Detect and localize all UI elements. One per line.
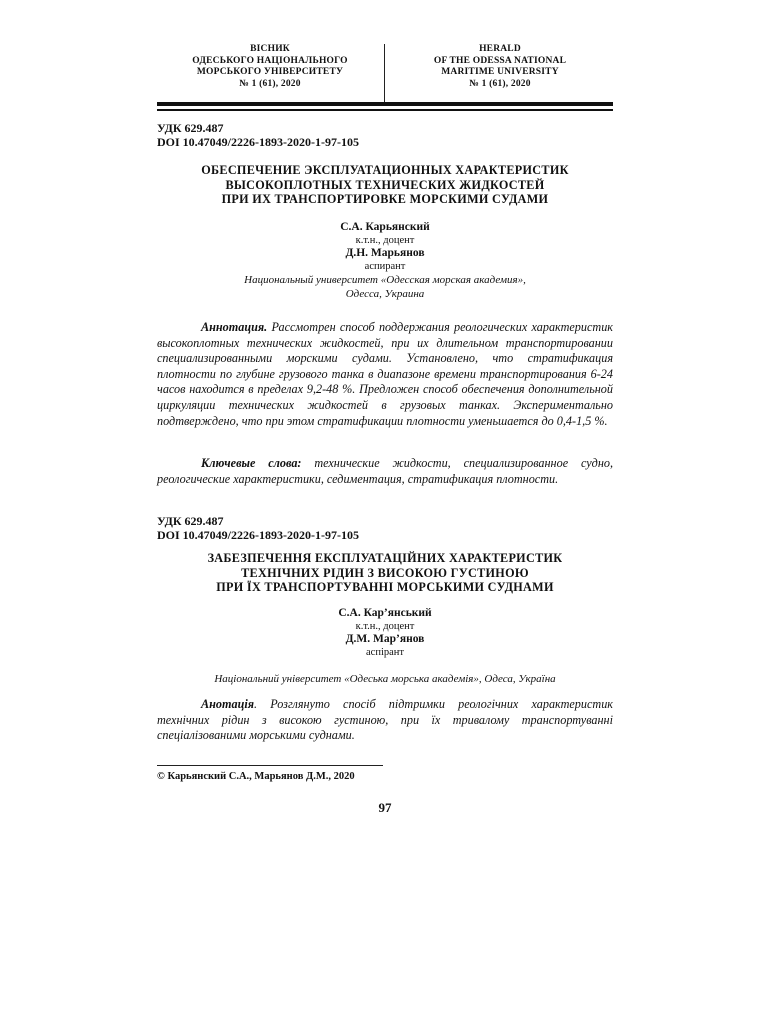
ru-abstract-text: Рассмотрен способ поддержания реологических характеристик высокоплотных технических жидкостей, при их длительном транспортировании специализированными морскими судами. Установлено, что стратификация плотности по глубине грузового танка в диапазоне времени транспортирования 6-24 часов находится в пределах 9,2-48 %. Предложен способ обеспечения дополнительной циркуляции технических жидкостей в грузовых танках. Экспериментально подтверждено, что при этом стратификации плотности уменьшается до 0,4-1,5 %. [157,320,613,428]
journal-header [157,44,613,94]
header-divider [384,44,385,102]
ua-affiliation [157,672,613,686]
ua-title-line: ТЕХНІЧНИХ РІДИН З ВИСОКОЮ ГУСТИНОЮ [241,565,529,580]
header-right-line: MARITIME UNIVERSITY [441,67,559,77]
ua-abstract-label: Анотація [201,697,255,711]
ua-title [157,551,613,595]
ru-title-line: ПРИ ИХ ТРАНСПОРТИРОВКЕ МОРСКИМИ СУДАМИ [221,192,549,206]
header-left [157,44,383,90]
ua-title-line: ПРИ ЇХ ТРАНСПОРТУВАННІ МОРСЬКИМИ СУДНАМИ [216,580,554,594]
ua-meta [157,514,613,542]
ua-degree-2: аспірант [366,646,404,658]
ua-abstract [157,697,613,744]
ru-title [157,163,613,207]
header-right [387,44,613,90]
ru-degree-1: к.т.н., доцент [355,234,415,246]
ua-author-2: Д.М. Мар’янов [345,633,425,645]
ru-keywords-label: Ключевые слова: [201,456,302,470]
ru-meta [157,121,613,149]
header-left-line: МОРСЬКОГО УНІВЕРСИТЕТУ [196,67,344,77]
header-left-line: № 1 (61), 2020 [239,78,301,89]
ru-abstract-label: Аннотация. [201,320,268,334]
page-number: 97 [378,800,392,815]
header-right-line: HERALD [479,44,521,54]
ru-author-1: С.А. Карьянский [340,221,430,233]
ru-abstract [157,320,613,429]
ua-authors [157,607,613,659]
ua-doi: DOI 10.47049/2226-1893-2020-1-97-105 [157,528,359,542]
ru-authors [157,221,613,273]
ru-doi: DOI 10.47049/2226-1893-2020-1-97-105 [157,135,359,149]
footnote-rule [157,765,383,766]
ru-keywords [157,456,613,487]
header-left-line: ОДЕСЬКОГО НАЦІОНАЛЬНОГО [192,55,348,66]
copyright: © Карьянский С.А., Марьянов Д.М., 2020 [157,771,355,782]
header-rule-thick [157,102,613,106]
ua-degree-1: к.т.н., доцент [355,620,415,632]
ru-title-line: ВЫСОКОПЛОТНЫХ ТЕХНИЧЕСКИХ ЖИДКОСТЕЙ [225,177,545,192]
ru-degree-2: аспирант [364,260,406,272]
ru-title-line: ОБЕСПЕЧЕНИЕ ЭКСПЛУАТАЦИОННЫХ ХАРАКТЕРИСТИК [201,163,569,177]
header-right-line: № 1 (61), 2020 [469,78,531,89]
ru-author-2: Д.Н. Марьянов [345,247,425,259]
ua-abstract-text: . Розглянуто спосіб підтримки реологічних характеристик технічних рідин з високою густиною, при їх тривалому транспортуванні спеціалізованими морськими суднами. [157,697,613,743]
ru-affiliation-line: Одесса, Украина [345,288,425,300]
ru-affiliation [157,273,613,301]
ua-affiliation-line: Національний університет «Одеська морська академія», Одеса, Україна [214,673,556,685]
ru-keywords-text: технические жидкости, специализированное судно, реологические характеристики, седиментация, стратификация плотности. [157,456,614,486]
header-left-line: ВІСНИК [250,44,290,54]
ru-affiliation-line: Национальный университет «Одесская морская академия», [244,274,526,286]
ua-title-line: ЗАБЕЗПЕЧЕННЯ ЕКСПЛУАТАЦІЙНИХ ХАРАКТЕРИСТИК [207,551,563,565]
ru-udk: УДК 629.487 [157,121,224,135]
header-right-line: OF THE ODESSA NATIONAL [433,55,567,66]
header-rule-thin [157,109,613,111]
ua-udk: УДК 629.487 [157,514,224,528]
ua-author-1: С.А. Кар’янський [338,607,432,619]
